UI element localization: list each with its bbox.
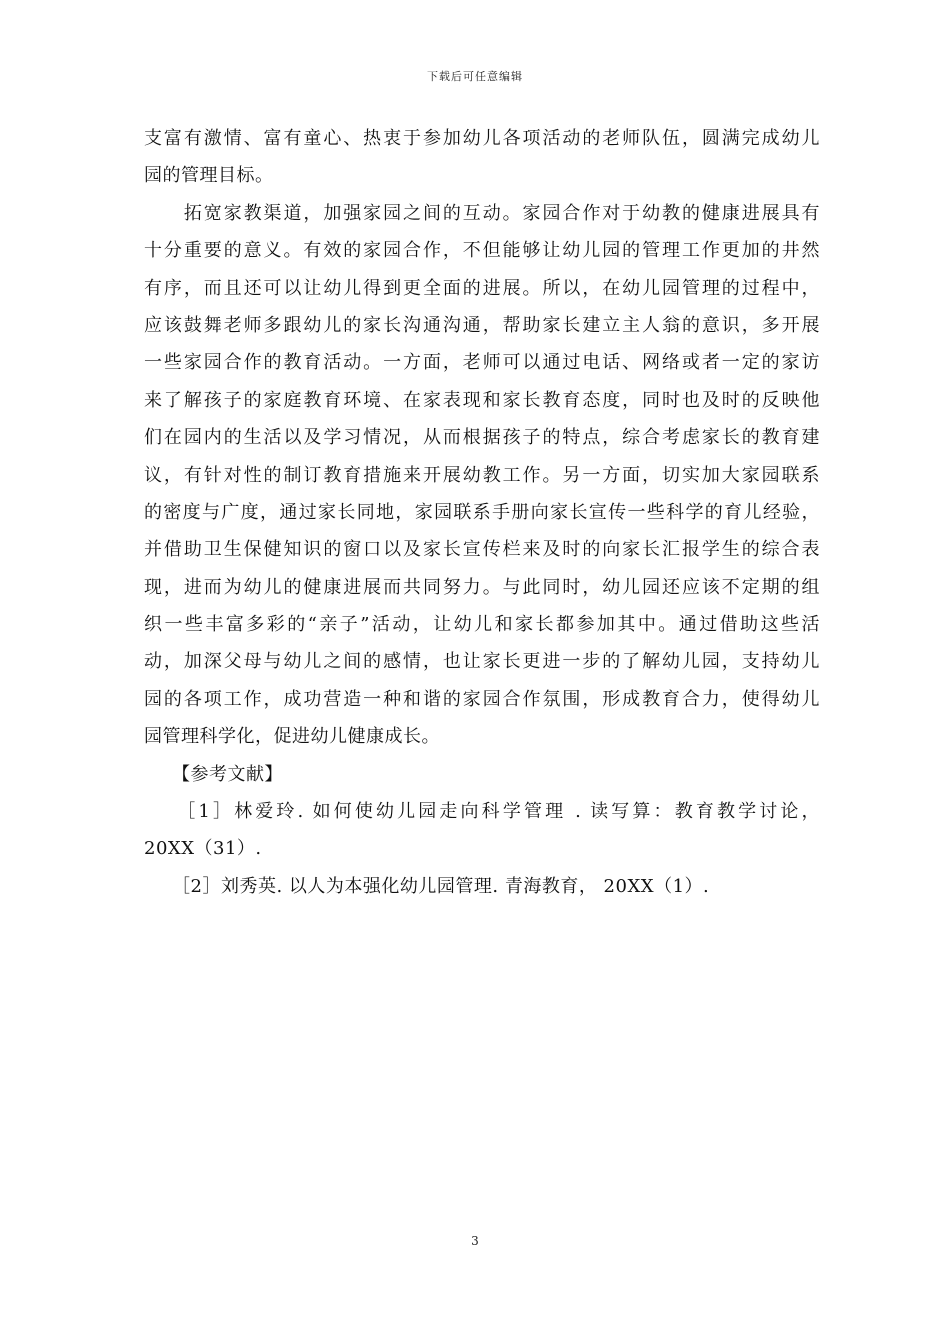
text-line: 应该鼓舞老师多跟幼儿的家长沟通沟通，帮助家长建立主人翁的意识，多开展	[144, 314, 820, 336]
document-body	[144, 120, 820, 905]
references-section	[144, 756, 820, 906]
page-header: 下载后可任意编辑	[427, 70, 523, 83]
text-line: 并借助卫生保健知识的窗口以及家长宣传栏来及时的向家长汇报学生的综合表	[144, 539, 820, 561]
paragraph	[144, 120, 820, 195]
page-number: 3	[471, 1234, 479, 1248]
text-line: 园的各项工作，成功营造一种和谐的家园合作氛围，形成教育合力，使得幼儿	[144, 688, 820, 710]
text-line: 拓宽家教渠道，加强家园之间的互动。家园合作对于幼教的健康进展具有	[144, 202, 820, 224]
text-line: 织一些丰富多彩的“亲子”活动，让幼儿和家长都参加其中。通过借助这些活	[144, 614, 820, 636]
text-line: 有序，而且还可以让幼儿得到更全面的进展。所以，在幼儿园管理的过程中，	[144, 277, 820, 299]
text-line: 们在园内的生活以及学习情况，从而根据孩子的特点，综合考虑家长的教育建	[144, 427, 820, 449]
text-line: 园管理科学化，促进幼儿健康成长。	[144, 726, 440, 748]
text-line: 一些家园合作的教育活动。一方面，老师可以通过电话、网络或者一定的家访	[144, 352, 820, 374]
text-line: 现，进而为幼儿的健康进展而共同努力。与此同时，幼儿园还应该不定期的组	[144, 576, 820, 598]
references-heading: 【参考文献】	[144, 763, 283, 785]
reference-line: ［2］刘秀英. 以人为本强化幼儿园管理. 青海教育， 20XX（1）.	[144, 875, 710, 897]
text-line: 的密度与广度，通过家长同地，家园联系手册向家长宣传一些科学的育儿经验，	[144, 501, 820, 523]
reference-line: ［1］林爱玲. 如何使幼儿园走向科学管理 . 读写算：教育教学讨论，	[144, 801, 820, 823]
reference-item	[144, 868, 820, 905]
text-line: 来了解孩子的家庭教育环境、在家表现和家长教育态度，同时也及时的反映他	[144, 389, 820, 411]
paragraph	[144, 195, 820, 756]
text-line: 议，有针对性的制订教育措施来开展幼教工作。另一方面，切实加大家园联系	[144, 464, 820, 486]
text-line: 支富有激情、富有童心、热衷于参加幼儿各项活动的老师队伍，圆满完成幼儿	[144, 128, 820, 149]
text-line: 十分重要的意义。有效的家园合作，不但能够让幼儿园的管理工作更加的井然	[144, 240, 820, 262]
text-line: 动，加深父母与幼儿之间的感情，也让家长更进一步的了解幼儿园，支持幼儿	[144, 651, 820, 673]
reference-item	[144, 793, 820, 868]
text-line: 园的管理目标。	[144, 165, 274, 187]
reference-line: 20XX（31）.	[144, 838, 262, 860]
